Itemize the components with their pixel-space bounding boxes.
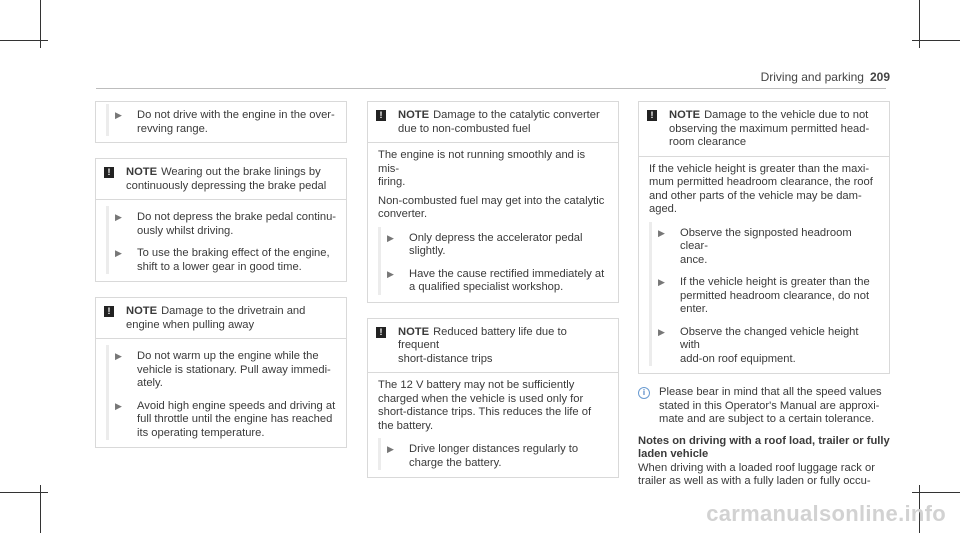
bullet-box bbox=[95, 101, 347, 143]
triangle-right-icon: ▶ bbox=[387, 232, 394, 243]
section-heading: Notes on driving with a roof load, trailer or fully laden vehicle bbox=[638, 434, 890, 460]
note-title: Damage to the drivetrain and engine when pulling away bbox=[126, 305, 306, 331]
column-1 bbox=[95, 101, 347, 448]
list-item: ▶ Do not depress the brake pedal continu- ously whilst driving. bbox=[106, 206, 336, 238]
paragraph: If the vehicle height is greater than the maxi- mum permitted headroom clearance, the roof and other parts of the vehicle may be dam- aged. bbox=[649, 162, 873, 215]
exclamation-icon: ! bbox=[104, 306, 114, 317]
note-title: Damage to the vehicle due to not observing the maximum permitted head- room clearance bbox=[669, 109, 870, 148]
list-item: ▶ Observe the signposted headroom clear- ance. bbox=[649, 222, 879, 268]
list-item: ▶ Observe the changed vehicle height with add-on roof equipment. bbox=[649, 317, 879, 367]
exclamation-icon: ! bbox=[647, 110, 657, 121]
note-box bbox=[95, 297, 347, 448]
exclamation-icon: ! bbox=[376, 110, 386, 121]
list-item: ▶ Only depress the accelerator pedal slightly. bbox=[378, 227, 608, 259]
list-item: ▶ Have the cause rectified immediately at a qualified specialist workshop. bbox=[378, 259, 608, 295]
section-title: Driving and parking bbox=[760, 70, 864, 84]
crop-mark bbox=[912, 40, 960, 41]
paragraph: The engine is not running smoothly and is mis- firing. bbox=[378, 149, 586, 188]
note-body bbox=[96, 199, 346, 281]
note-box bbox=[95, 158, 347, 282]
crop-mark bbox=[0, 40, 48, 41]
crop-mark bbox=[0, 492, 48, 493]
column-2 bbox=[367, 101, 619, 478]
note-label: NOTE bbox=[126, 166, 158, 178]
paragraph: Non-combusted fuel may get into the catalytic converter. bbox=[378, 194, 605, 220]
info-text: Please bear in mind that all the speed values stated in this Operator's Manual are approxi- mate and are subject to a certain tolerance. bbox=[659, 386, 882, 425]
note-box bbox=[367, 318, 619, 479]
triangle-right-icon: ▶ bbox=[115, 400, 122, 411]
note-title: Wearing out the brake linings by continuously depressing the brake pedal bbox=[126, 166, 327, 192]
paragraph: The 12 V battery may not be sufficiently charged when the vehicle is used only for short-distance trips. This reduces the life of the battery. bbox=[378, 379, 592, 432]
note-title: Reduced battery life due to frequent short-distance trips bbox=[398, 325, 567, 365]
note-body bbox=[96, 338, 346, 447]
column-3 bbox=[638, 101, 890, 489]
triangle-right-icon: ▶ bbox=[658, 326, 665, 337]
list-item: ▶ To use the braking effect of the engine, shift to a lower gear in good time. bbox=[106, 238, 336, 274]
triangle-right-icon: ▶ bbox=[115, 351, 122, 361]
crop-mark bbox=[912, 492, 960, 493]
note-header bbox=[639, 102, 889, 156]
triangle-right-icon: ▶ bbox=[387, 444, 394, 454]
note-body bbox=[639, 156, 889, 374]
triangle-right-icon: ▶ bbox=[115, 248, 122, 258]
list-item: ▶ Drive longer distances regularly to charge the battery. bbox=[378, 438, 608, 470]
list-item: ▶ If the vehicle height is greater than the permitted headroom clearance, do not enter. bbox=[649, 267, 879, 317]
page-number: 209 bbox=[869, 70, 890, 84]
info-circle-icon: i bbox=[638, 387, 650, 399]
note-label: NOTE bbox=[398, 109, 430, 121]
running-header bbox=[761, 70, 890, 84]
note-label: NOTE bbox=[398, 325, 430, 338]
note-header bbox=[96, 159, 346, 199]
note-box bbox=[638, 101, 890, 374]
note-box bbox=[367, 101, 619, 303]
note-header bbox=[368, 102, 618, 142]
triangle-right-icon: ▶ bbox=[115, 110, 122, 120]
exclamation-icon: ! bbox=[104, 167, 114, 178]
info-note bbox=[638, 386, 890, 427]
triangle-right-icon: ▶ bbox=[387, 268, 394, 279]
note-label: NOTE bbox=[669, 109, 701, 121]
note-header bbox=[368, 319, 618, 373]
note-body bbox=[368, 142, 618, 302]
triangle-right-icon: ▶ bbox=[115, 212, 122, 222]
triangle-right-icon: ▶ bbox=[658, 227, 665, 238]
note-body bbox=[368, 372, 618, 477]
triangle-right-icon: ▶ bbox=[658, 277, 665, 287]
watermark: carmanualsonline.info bbox=[706, 501, 946, 526]
list-item: ▶ Do not warm up the engine while the vehicle is stationary. Pull away immedi- ately. bbox=[106, 345, 336, 391]
list-item: ▶ Do not drive with the engine in the over- revving range. bbox=[106, 104, 336, 136]
note-label: NOTE bbox=[126, 305, 158, 317]
exclamation-icon: ! bbox=[376, 327, 386, 338]
note-title: Damage to the catalytic converter due to non-combusted fuel bbox=[398, 109, 600, 135]
note-header bbox=[96, 298, 346, 338]
body-text: When driving with a loaded roof luggage rack or trailer as well as with a fully laden or fully occu- bbox=[638, 461, 875, 487]
list-item: ▶ Avoid high engine speeds and driving at full throttle until the engine has reached its operating temperature. bbox=[106, 391, 336, 441]
header-rule bbox=[96, 88, 886, 89]
